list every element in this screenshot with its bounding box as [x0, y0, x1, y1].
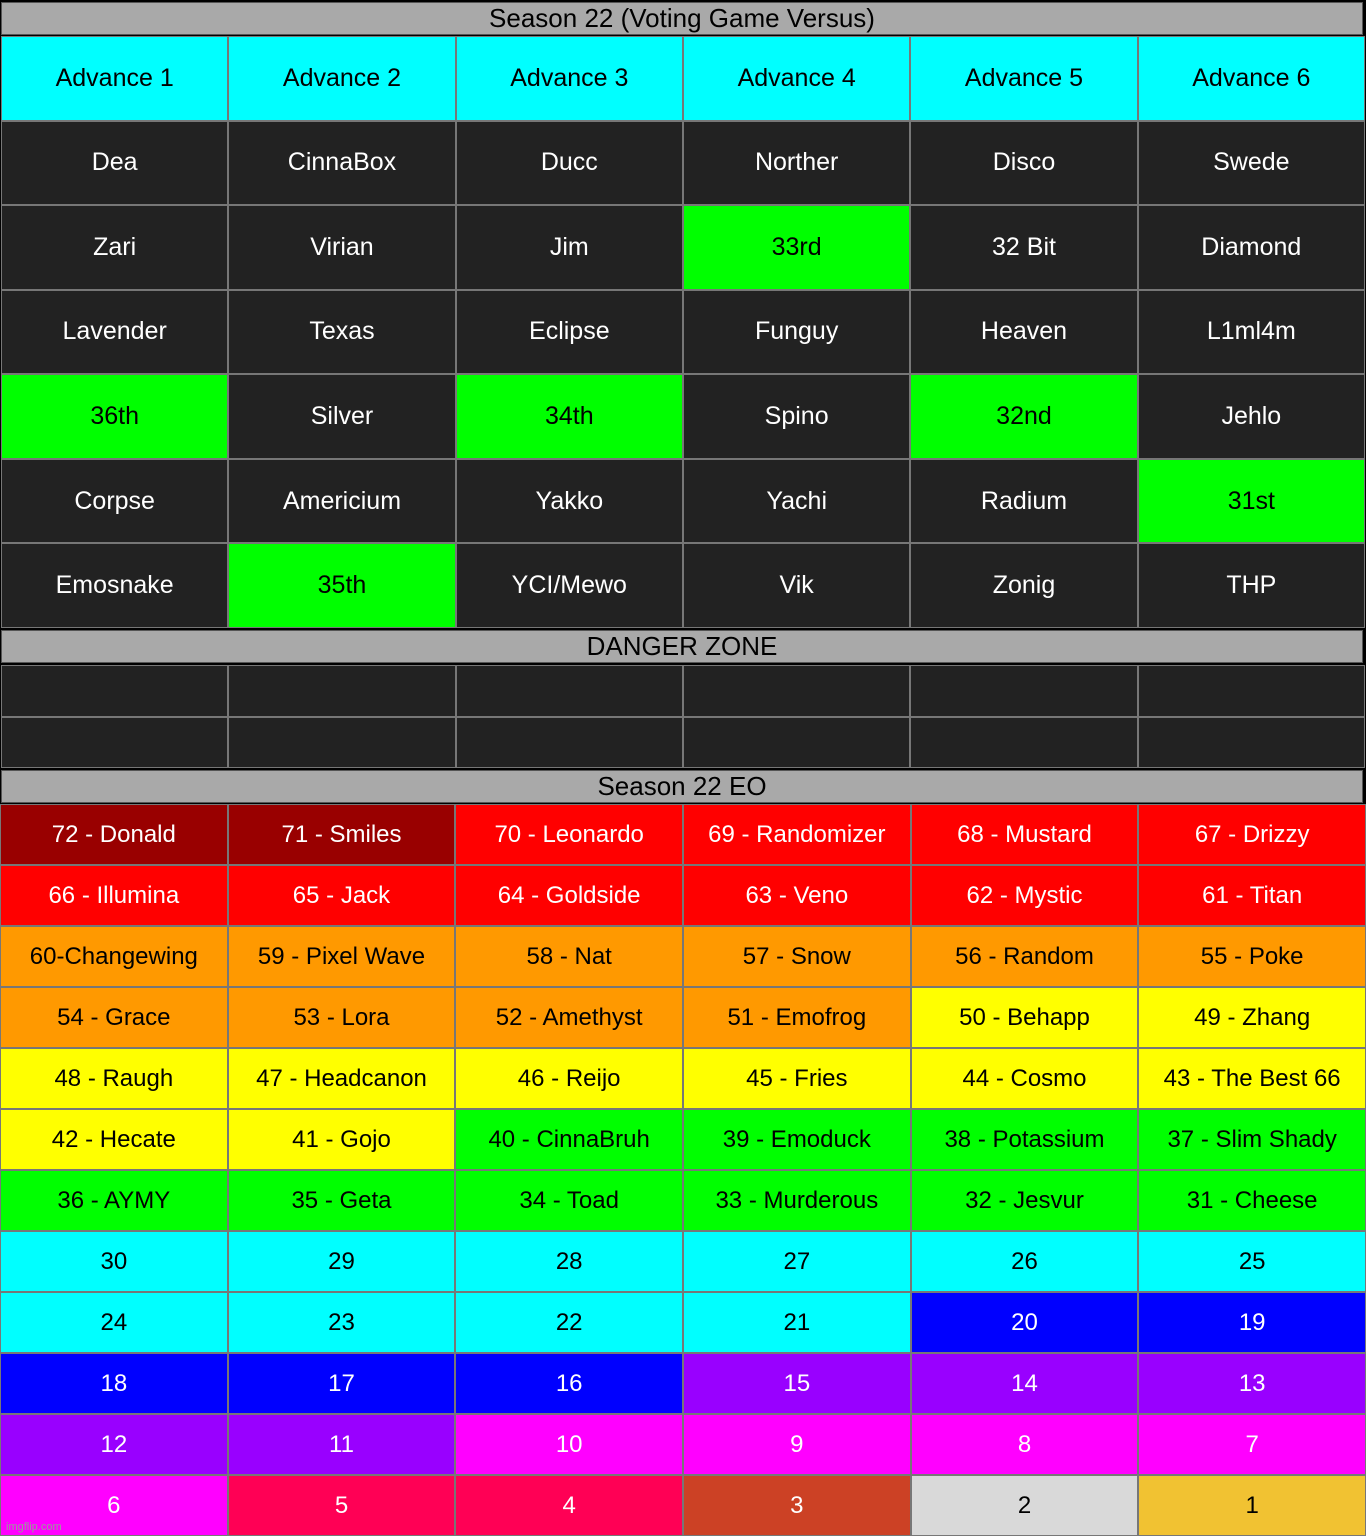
watermark: imgflip.com	[6, 1521, 62, 1533]
eo-rank-cell: 52 - Amethyst	[455, 987, 683, 1048]
danger-zone-grid	[1, 665, 1365, 768]
contestant-cell: Lavender	[1, 290, 228, 375]
eo-rank-cell: 37 - Slim Shady	[1138, 1109, 1366, 1170]
eo-rank-cell: 62 - Mystic	[911, 865, 1139, 926]
eo-rank-cell: 71 - Smiles	[228, 804, 456, 865]
eo-rank-cell: 72 - Donald	[0, 804, 228, 865]
danger-zone-cell	[1, 717, 228, 769]
eo-rank-cell: 53 - Lora	[228, 987, 456, 1048]
eo-rank-cell: 57 - Snow	[683, 926, 911, 987]
eo-rank-cell: 16	[455, 1353, 683, 1414]
versus-title: Season 22 (Voting Game Versus)	[1, 2, 1363, 35]
eo-rank-cell: 61 - Titan	[1138, 865, 1366, 926]
contestant-cell: Heaven	[910, 290, 1137, 375]
eo-rank-cell: 30	[0, 1231, 228, 1292]
danger-zone-cell	[456, 665, 683, 717]
eo-grid	[0, 804, 1366, 1536]
eo-rank-cell: 15	[683, 1353, 911, 1414]
eo-rank-cell: 35 - Geta	[228, 1170, 456, 1231]
eo-rank-cell: 8	[911, 1414, 1139, 1475]
eo-rank-cell: 33 - Murderous	[683, 1170, 911, 1231]
eo-rank-cell: 3	[683, 1475, 911, 1536]
danger-zone-cell	[1, 665, 228, 717]
eo-rank-cell: 23	[228, 1292, 456, 1353]
advance-header: Advance 6	[1138, 36, 1365, 121]
contestant-cell: L1ml4m	[1138, 290, 1365, 375]
danger-zone-cell	[683, 717, 910, 769]
contestant-cell: 32 Bit	[910, 205, 1137, 290]
contestant-cell: Zari	[1, 205, 228, 290]
eo-title: Season 22 EO	[1, 770, 1363, 803]
eo-rank-cell: 59 - Pixel Wave	[228, 926, 456, 987]
eo-rank-cell: 55 - Poke	[1138, 926, 1366, 987]
contestant-cell: Swede	[1138, 121, 1365, 206]
contestant-cell: Yakko	[456, 459, 683, 544]
eo-rank-cell: 20	[911, 1292, 1139, 1353]
contestant-cell: Emosnake	[1, 543, 228, 628]
eo-rank-cell: 50 - Behapp	[911, 987, 1139, 1048]
eo-rank-cell: 58 - Nat	[455, 926, 683, 987]
eo-rank-cell: 24	[0, 1292, 228, 1353]
eo-rank-cell: 12	[0, 1414, 228, 1475]
advance-header: Advance 4	[683, 36, 910, 121]
eo-rank-cell: 51 - Emofrog	[683, 987, 911, 1048]
eo-rank-cell: 6	[0, 1475, 228, 1536]
contestant-cell: CinnaBox	[228, 121, 455, 206]
eo-rank-cell: 67 - Drizzy	[1138, 804, 1366, 865]
eo-rank-cell: 63 - Veno	[683, 865, 911, 926]
eo-rank-cell: 45 - Fries	[683, 1048, 911, 1109]
eo-rank-cell: 66 - Illumina	[0, 865, 228, 926]
eo-rank-cell: 34 - Toad	[455, 1170, 683, 1231]
danger-zone-cell	[683, 665, 910, 717]
contestant-cell: Jim	[456, 205, 683, 290]
eo-rank-cell: 1	[1138, 1475, 1366, 1536]
contestant-cell: Zonig	[910, 543, 1137, 628]
eo-rank-cell: 38 - Potassium	[911, 1109, 1139, 1170]
danger-zone-cell	[228, 717, 455, 769]
eo-rank-cell: 48 - Raugh	[0, 1048, 228, 1109]
eo-rank-cell: 64 - Goldside	[455, 865, 683, 926]
contestant-cell: Silver	[228, 374, 455, 459]
eo-rank-cell: 5	[228, 1475, 456, 1536]
contestant-cell: Spino	[683, 374, 910, 459]
eo-rank-cell: 4	[455, 1475, 683, 1536]
eo-rank-cell: 68 - Mustard	[911, 804, 1139, 865]
eo-rank-cell: 70 - Leonardo	[455, 804, 683, 865]
contestant-cell: Jehlo	[1138, 374, 1365, 459]
versus-grid	[1, 36, 1365, 628]
danger-zone-cell	[910, 717, 1137, 769]
contestant-cell: Virian	[228, 205, 455, 290]
contestant-cell: Funguy	[683, 290, 910, 375]
eo-rank-cell: 32 - Jesvur	[911, 1170, 1139, 1231]
eo-rank-cell: 27	[683, 1231, 911, 1292]
elimination-cell: 34th	[456, 374, 683, 459]
contestant-cell: Norther	[683, 121, 910, 206]
eo-rank-cell: 19	[1138, 1292, 1366, 1353]
contestant-cell: Vik	[683, 543, 910, 628]
eo-rank-cell: 18	[0, 1353, 228, 1414]
advance-header: Advance 1	[1, 36, 228, 121]
contestant-cell: Radium	[910, 459, 1137, 544]
eo-rank-cell: 28	[455, 1231, 683, 1292]
eo-rank-cell: 13	[1138, 1353, 1366, 1414]
danger-zone-cell	[456, 717, 683, 769]
eo-rank-cell: 44 - Cosmo	[911, 1048, 1139, 1109]
eo-rank-cell: 2	[911, 1475, 1139, 1536]
eo-rank-cell: 41 - Gojo	[228, 1109, 456, 1170]
contestant-cell: Yachi	[683, 459, 910, 544]
eo-rank-cell: 25	[1138, 1231, 1366, 1292]
contestant-cell: Texas	[228, 290, 455, 375]
eo-rank-cell: 21	[683, 1292, 911, 1353]
eo-rank-cell: 39 - Emoduck	[683, 1109, 911, 1170]
contestant-cell: YCI/Mewo	[456, 543, 683, 628]
eo-rank-cell: 26	[911, 1231, 1139, 1292]
danger-zone-cell	[910, 665, 1137, 717]
contestant-cell: THP	[1138, 543, 1365, 628]
eo-rank-cell: 10	[455, 1414, 683, 1475]
eo-rank-cell: 65 - Jack	[228, 865, 456, 926]
eo-rank-cell: 40 - CinnaBruh	[455, 1109, 683, 1170]
contestant-cell: Corpse	[1, 459, 228, 544]
eo-rank-cell: 43 - The Best 66	[1138, 1048, 1366, 1109]
danger-zone-cell	[228, 665, 455, 717]
eo-rank-cell: 42 - Hecate	[0, 1109, 228, 1170]
advance-header: Advance 3	[456, 36, 683, 121]
danger-zone-cell	[1138, 665, 1365, 717]
eo-rank-cell: 69 - Randomizer	[683, 804, 911, 865]
eo-rank-cell: 9	[683, 1414, 911, 1475]
danger-zone-cell	[1138, 717, 1365, 769]
danger-zone-title: DANGER ZONE	[1, 630, 1363, 663]
eo-rank-cell: 47 - Headcanon	[228, 1048, 456, 1109]
advance-header: Advance 5	[910, 36, 1137, 121]
eo-rank-cell: 49 - Zhang	[1138, 987, 1366, 1048]
elimination-cell: 36th	[1, 374, 228, 459]
eo-rank-cell: 56 - Random	[911, 926, 1139, 987]
eo-rank-cell: 14	[911, 1353, 1139, 1414]
contestant-cell: Diamond	[1138, 205, 1365, 290]
contestant-cell: Eclipse	[456, 290, 683, 375]
advance-header: Advance 2	[228, 36, 455, 121]
contestant-cell: Disco	[910, 121, 1137, 206]
eo-rank-cell: 60-Changewing	[0, 926, 228, 987]
eo-rank-cell: 7	[1138, 1414, 1366, 1475]
eo-rank-cell: 22	[455, 1292, 683, 1353]
eo-rank-cell: 11	[228, 1414, 456, 1475]
contestant-cell: Dea	[1, 121, 228, 206]
eo-rank-cell: 31 - Cheese	[1138, 1170, 1366, 1231]
eo-rank-cell: 46 - Reijo	[455, 1048, 683, 1109]
contestant-cell: Americium	[228, 459, 455, 544]
eo-rank-cell: 29	[228, 1231, 456, 1292]
elimination-cell: 35th	[228, 543, 455, 628]
eo-rank-cell: 17	[228, 1353, 456, 1414]
eo-rank-cell: 36 - AYMY	[0, 1170, 228, 1231]
elimination-cell: 32nd	[910, 374, 1137, 459]
eo-rank-cell: 54 - Grace	[0, 987, 228, 1048]
contestant-cell: Ducc	[456, 121, 683, 206]
elimination-cell: 31st	[1138, 459, 1365, 544]
elimination-cell: 33rd	[683, 205, 910, 290]
